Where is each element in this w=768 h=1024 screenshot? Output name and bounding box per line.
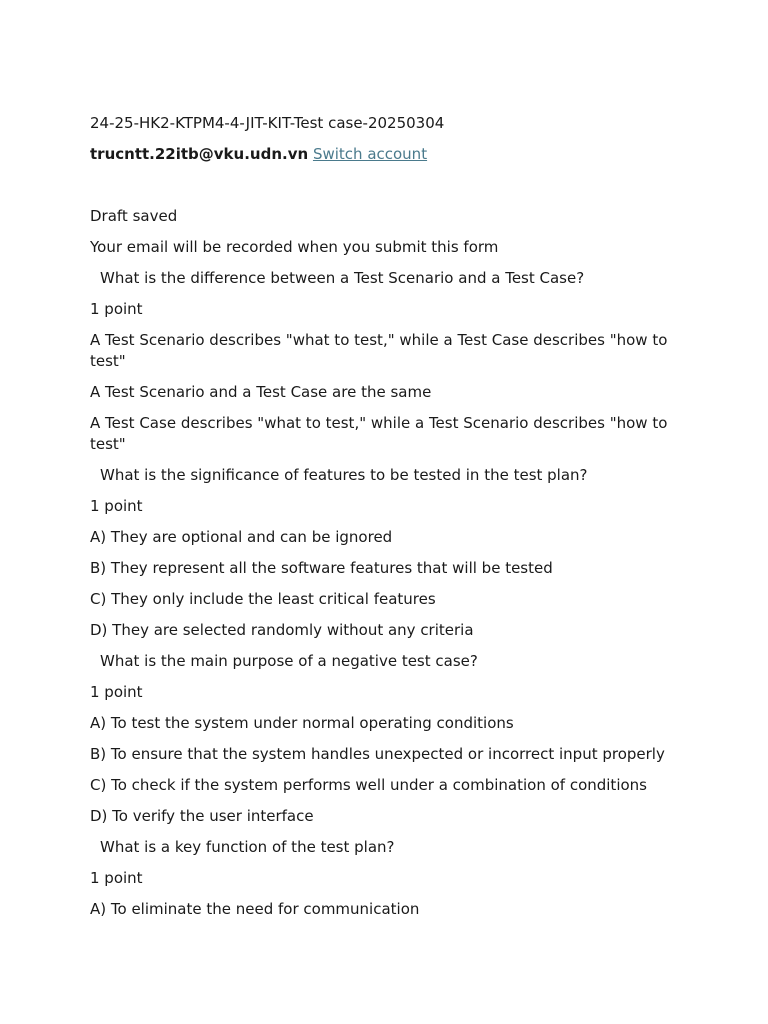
question-points: 1 point — [90, 683, 143, 701]
answer-option[interactable]: A) They are optional and can be ignored — [90, 528, 393, 546]
form-page — [90, 113, 680, 930]
email-notice: Your email will be recorded when you submit this form — [90, 238, 499, 256]
answer-option[interactable]: C) They only include the least critical features — [90, 590, 436, 608]
form-title: 24-25-HK2-KTPM4-4-JIT-KIT-Test case-20250304 — [90, 114, 445, 132]
answer-option[interactable]: A) To eliminate the need for communication — [90, 900, 420, 918]
question-text: What is the difference between a Test Scenario and a Test Case? — [100, 269, 585, 287]
answer-option[interactable]: A Test Case describes "what to test," while a Test Scenario describes "how to test" — [90, 414, 668, 453]
answer-option[interactable]: B) They represent all the software features that will be tested — [90, 559, 553, 577]
question-block — [90, 268, 680, 455]
question-text: What is the significance of features to be tested in the test plan? — [100, 466, 588, 484]
account-email: trucntt.22itb@vku.udn.vn — [90, 145, 309, 163]
question-block — [90, 465, 680, 641]
question-points: 1 point — [90, 300, 143, 318]
question-points: 1 point — [90, 497, 143, 515]
answer-option[interactable]: C) To check if the system performs well under a combination of conditions — [90, 776, 647, 794]
question-block — [90, 651, 680, 827]
answer-option[interactable]: D) They are selected randomly without any criteria — [90, 621, 474, 639]
switch-account-link[interactable]: Switch account — [312, 145, 428, 163]
answer-option[interactable]: A Test Scenario and a Test Case are the same — [90, 383, 432, 401]
answer-option[interactable]: A Test Scenario describes "what to test," while a Test Case describes "how to test" — [90, 331, 668, 370]
draft-status: Draft saved — [90, 207, 178, 225]
answer-option[interactable]: D) To verify the user interface — [90, 807, 314, 825]
question-text: What is the main purpose of a negative test case? — [100, 652, 478, 670]
answer-option[interactable]: B) To ensure that the system handles unexpected or incorrect input properly — [90, 745, 665, 763]
question-points: 1 point — [90, 869, 143, 887]
question-text: What is a key function of the test plan? — [100, 838, 395, 856]
account-row — [90, 144, 680, 165]
question-block — [90, 837, 680, 920]
answer-option[interactable]: A) To test the system under normal operating conditions — [90, 714, 514, 732]
